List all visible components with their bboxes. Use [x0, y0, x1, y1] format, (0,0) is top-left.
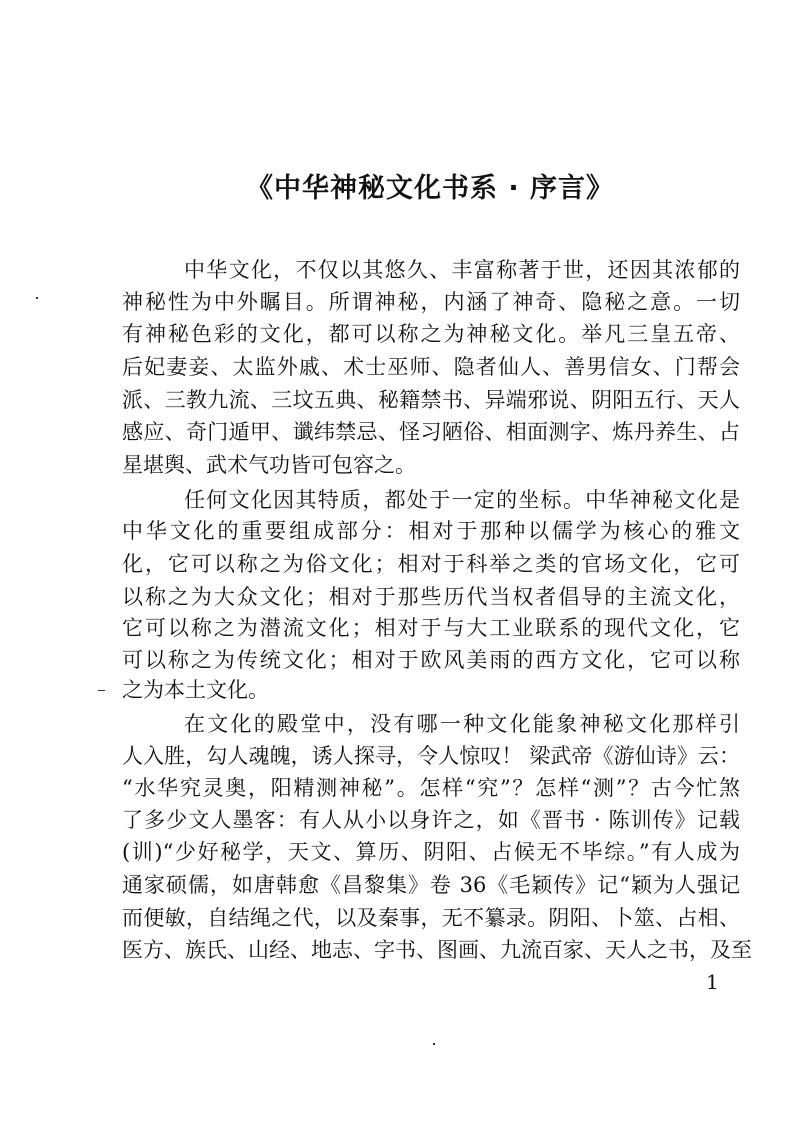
- text-line: 了多少文人墨客：有人从小以身许之，如《晋书 · 陈训传》记载: [122, 808, 740, 832]
- text-line: 派、三教九流、三坟五典、秘籍禁书、异端邪说、阴阳五行、天人: [122, 388, 740, 412]
- text-line: “水华究灵奥，阳精测神秘”。怎样“究”？怎样“测”？古今忙煞: [122, 776, 740, 800]
- scan-mark: [98, 690, 105, 691]
- page-title: 《中华神秘文化书系 · 序言》: [245, 173, 615, 204]
- text-line: 在文化的殿堂中，没有哪一种文化能象神秘文化那样引: [184, 712, 740, 736]
- scan-mark: [36, 297, 38, 299]
- text-line: 医方、族氏、山经、地志、字书、图画、九流百家、天人之书，及至: [122, 938, 752, 962]
- text-line: 感应、奇门遁甲、谶纬禁忌、怪习陋俗、相面测字、炼丹养生、占: [122, 420, 740, 444]
- text-line: 通家硕儒，如唐韩愈《昌黎集》卷 36《毛颖传》记“颖为人强记: [122, 873, 740, 897]
- text-line: 神秘性为中外瞩目。所谓神秘，内涵了神奇、隐秘之意。一切: [122, 290, 740, 314]
- text-line: 之为本土文化。: [122, 678, 269, 702]
- text-line: 星堪舆、武术气功皆可包容之。: [122, 453, 416, 477]
- text-line: 中华文化的重要组成部分：相对于那种以儒学为核心的雅文: [122, 519, 740, 543]
- text-line: 任何文化因其特质，都处于一定的坐标。中华神秘文化是: [184, 488, 740, 512]
- text-line: 而便敏，自结绳之代，以及秦事，无不纂录。阴阳、卜筮、占相、: [122, 906, 740, 930]
- text-line: 它可以称之为潜流文化；相对于与大工业联系的现代文化，它: [122, 616, 740, 640]
- text-line: 后妃妻妾、太监外戚、术士巫师、隐者仙人、善男信女、门帮会: [122, 355, 740, 379]
- text-line: 以称之为大众文化；相对于那些历代当权者倡导的主流文化，: [122, 585, 740, 609]
- text-line: 人入胜，勾人魂魄，诱人探寻，令人惊叹！ 梁武帝《游仙诗》云：: [122, 744, 740, 768]
- scan-mark: [433, 1043, 435, 1045]
- text-line: 中华文化，不仅以其悠久、丰富称著于世，还因其浓郁的: [184, 258, 740, 282]
- text-line: 可以称之为传统文化；相对于欧风美雨的西方文化，它可以称: [122, 648, 740, 672]
- text-line: 有神秘色彩的文化，都可以称之为神秘文化。举凡三皇五帝、: [122, 322, 740, 346]
- text-line: (训)“少好秘学，天文、算历、阴阳、占候无不毕综。”有人成为: [122, 840, 740, 864]
- text-line: 化，它可以称之为俗文化；相对于科举之类的官场文化，它可: [122, 552, 740, 576]
- page-number: 1: [706, 970, 719, 994]
